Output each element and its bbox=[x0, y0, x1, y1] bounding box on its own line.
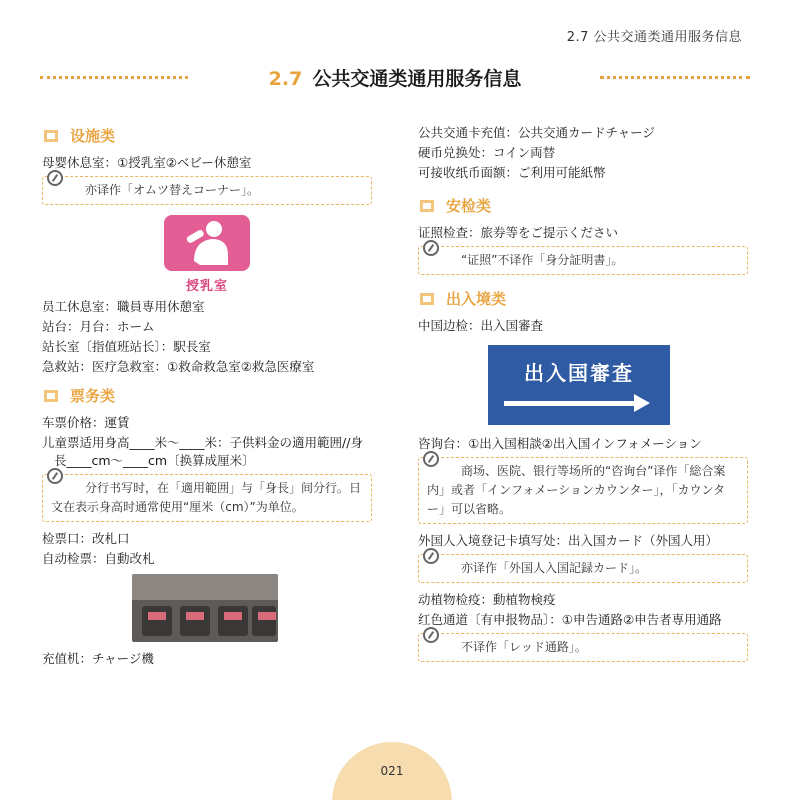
photo-background bbox=[132, 574, 278, 600]
note-box bbox=[418, 246, 748, 275]
category-heading: 出入境类 bbox=[446, 290, 507, 308]
section-title-row bbox=[40, 64, 750, 90]
category-security bbox=[418, 194, 748, 218]
category-tickets bbox=[42, 384, 372, 408]
category-facilities bbox=[42, 124, 372, 148]
pen-icon bbox=[423, 548, 439, 564]
category-heading: 安检类 bbox=[446, 197, 492, 215]
section-title-text: 公共交通类通用服务信息 bbox=[312, 68, 522, 90]
arrow-head-icon bbox=[634, 394, 650, 412]
gate-shape bbox=[252, 606, 276, 636]
entry: 外国人入境登记卡填写处：出入国カード（外国人用） bbox=[418, 533, 719, 548]
entry: 站长室〔指值班站长〕：駅長室 bbox=[42, 339, 211, 354]
entry: 母婴休息室：①授乳室②ベビー休憩室 bbox=[42, 155, 252, 170]
pen-icon bbox=[47, 468, 63, 484]
category-heading: 票务类 bbox=[70, 387, 116, 405]
note-text: 亦译作「外国人入国記録カード」。 bbox=[461, 561, 648, 575]
entry: 急救站：医疗急救室：①救命救急室②救急医療室 bbox=[42, 359, 315, 374]
arrow-right-icon bbox=[504, 401, 636, 406]
entry: 红色通道〔有申报物品〕：①申告通路②申告者専用通路 bbox=[418, 612, 722, 627]
entry: 公共交通卡充值：公共交通カードチャージ bbox=[418, 125, 655, 140]
entry: 中国边检：出入国審査 bbox=[418, 318, 544, 333]
pen-icon bbox=[47, 170, 63, 186]
pen-icon bbox=[423, 627, 439, 643]
pen-icon bbox=[423, 240, 439, 256]
nursing-room-sign bbox=[164, 215, 250, 294]
category-immigration bbox=[418, 287, 748, 311]
left-column bbox=[42, 124, 372, 670]
gate-shape bbox=[218, 606, 248, 636]
note-box bbox=[42, 176, 372, 205]
note-box bbox=[418, 633, 748, 662]
section-number: 2.7 bbox=[268, 68, 303, 90]
entry: 咨询台：①出入国相談②出入国インフォメーション bbox=[418, 436, 702, 451]
note-text: 不译作「レッド通路」。 bbox=[461, 640, 587, 654]
note-box bbox=[42, 474, 372, 522]
entry: 动植物检疫：動植物検疫 bbox=[418, 592, 556, 607]
category-square-icon bbox=[44, 390, 58, 402]
category-heading: 设施类 bbox=[70, 127, 116, 145]
note-text: 分行书写时，在「適用範囲」与「身長」间分行。日文在表示身高时通常使用“厘米（cm）”为单位。 bbox=[51, 481, 362, 514]
running-head: 2.7 公共交通类通用服务信息 bbox=[566, 30, 742, 45]
page-number: 021 bbox=[380, 764, 404, 778]
nursing-room-icon bbox=[164, 215, 250, 271]
gate-shape bbox=[180, 606, 210, 636]
entry: 硬币兑换处：コイン両替 bbox=[418, 145, 556, 160]
entry: 证照检查：旅券等をご提示ください bbox=[418, 225, 619, 240]
immigration-sign bbox=[488, 345, 670, 425]
decorative-dots-right bbox=[600, 76, 750, 79]
note-box bbox=[418, 457, 748, 524]
right-column bbox=[418, 124, 748, 670]
note-text: 商场、医院、银行等场所的“咨询台”译作「総合案内」或者「インフォメーションカウンター」，「カウンター」可以省略。 bbox=[427, 464, 726, 516]
category-square-icon bbox=[44, 130, 58, 142]
nursing-room-caption: 授乳室 bbox=[185, 279, 228, 294]
category-square-icon bbox=[420, 200, 434, 212]
entry: 检票口：改札口 bbox=[42, 531, 130, 546]
pen-icon bbox=[423, 451, 439, 467]
note-text: “证照”不译作「身分証明書」。 bbox=[461, 253, 624, 267]
entry: 充值机：チャージ機 bbox=[42, 651, 154, 666]
sign-text: 出入国審査 bbox=[524, 361, 634, 385]
category-square-icon bbox=[420, 293, 434, 305]
entry: 站台：月台：ホーム bbox=[42, 319, 155, 334]
entry: 员工休息室：職員専用休憩室 bbox=[42, 299, 205, 314]
gate-shape bbox=[142, 606, 172, 636]
ticket-gates-photo bbox=[132, 574, 278, 642]
entry: 车票价格：運賃 bbox=[42, 415, 130, 430]
note-box bbox=[418, 554, 748, 583]
entry: 可接收纸币面额：ご利用可能紙幣 bbox=[418, 165, 606, 180]
entry: 儿童票适用身高____米～____米：子供料金の適用範囲//身長____cm～____cm〔换算成厘米〕 bbox=[42, 435, 363, 468]
note-text: 亦译作「オムツ替えコーナー」。 bbox=[85, 183, 260, 197]
entry: 自动检票：自動改札 bbox=[42, 551, 155, 566]
